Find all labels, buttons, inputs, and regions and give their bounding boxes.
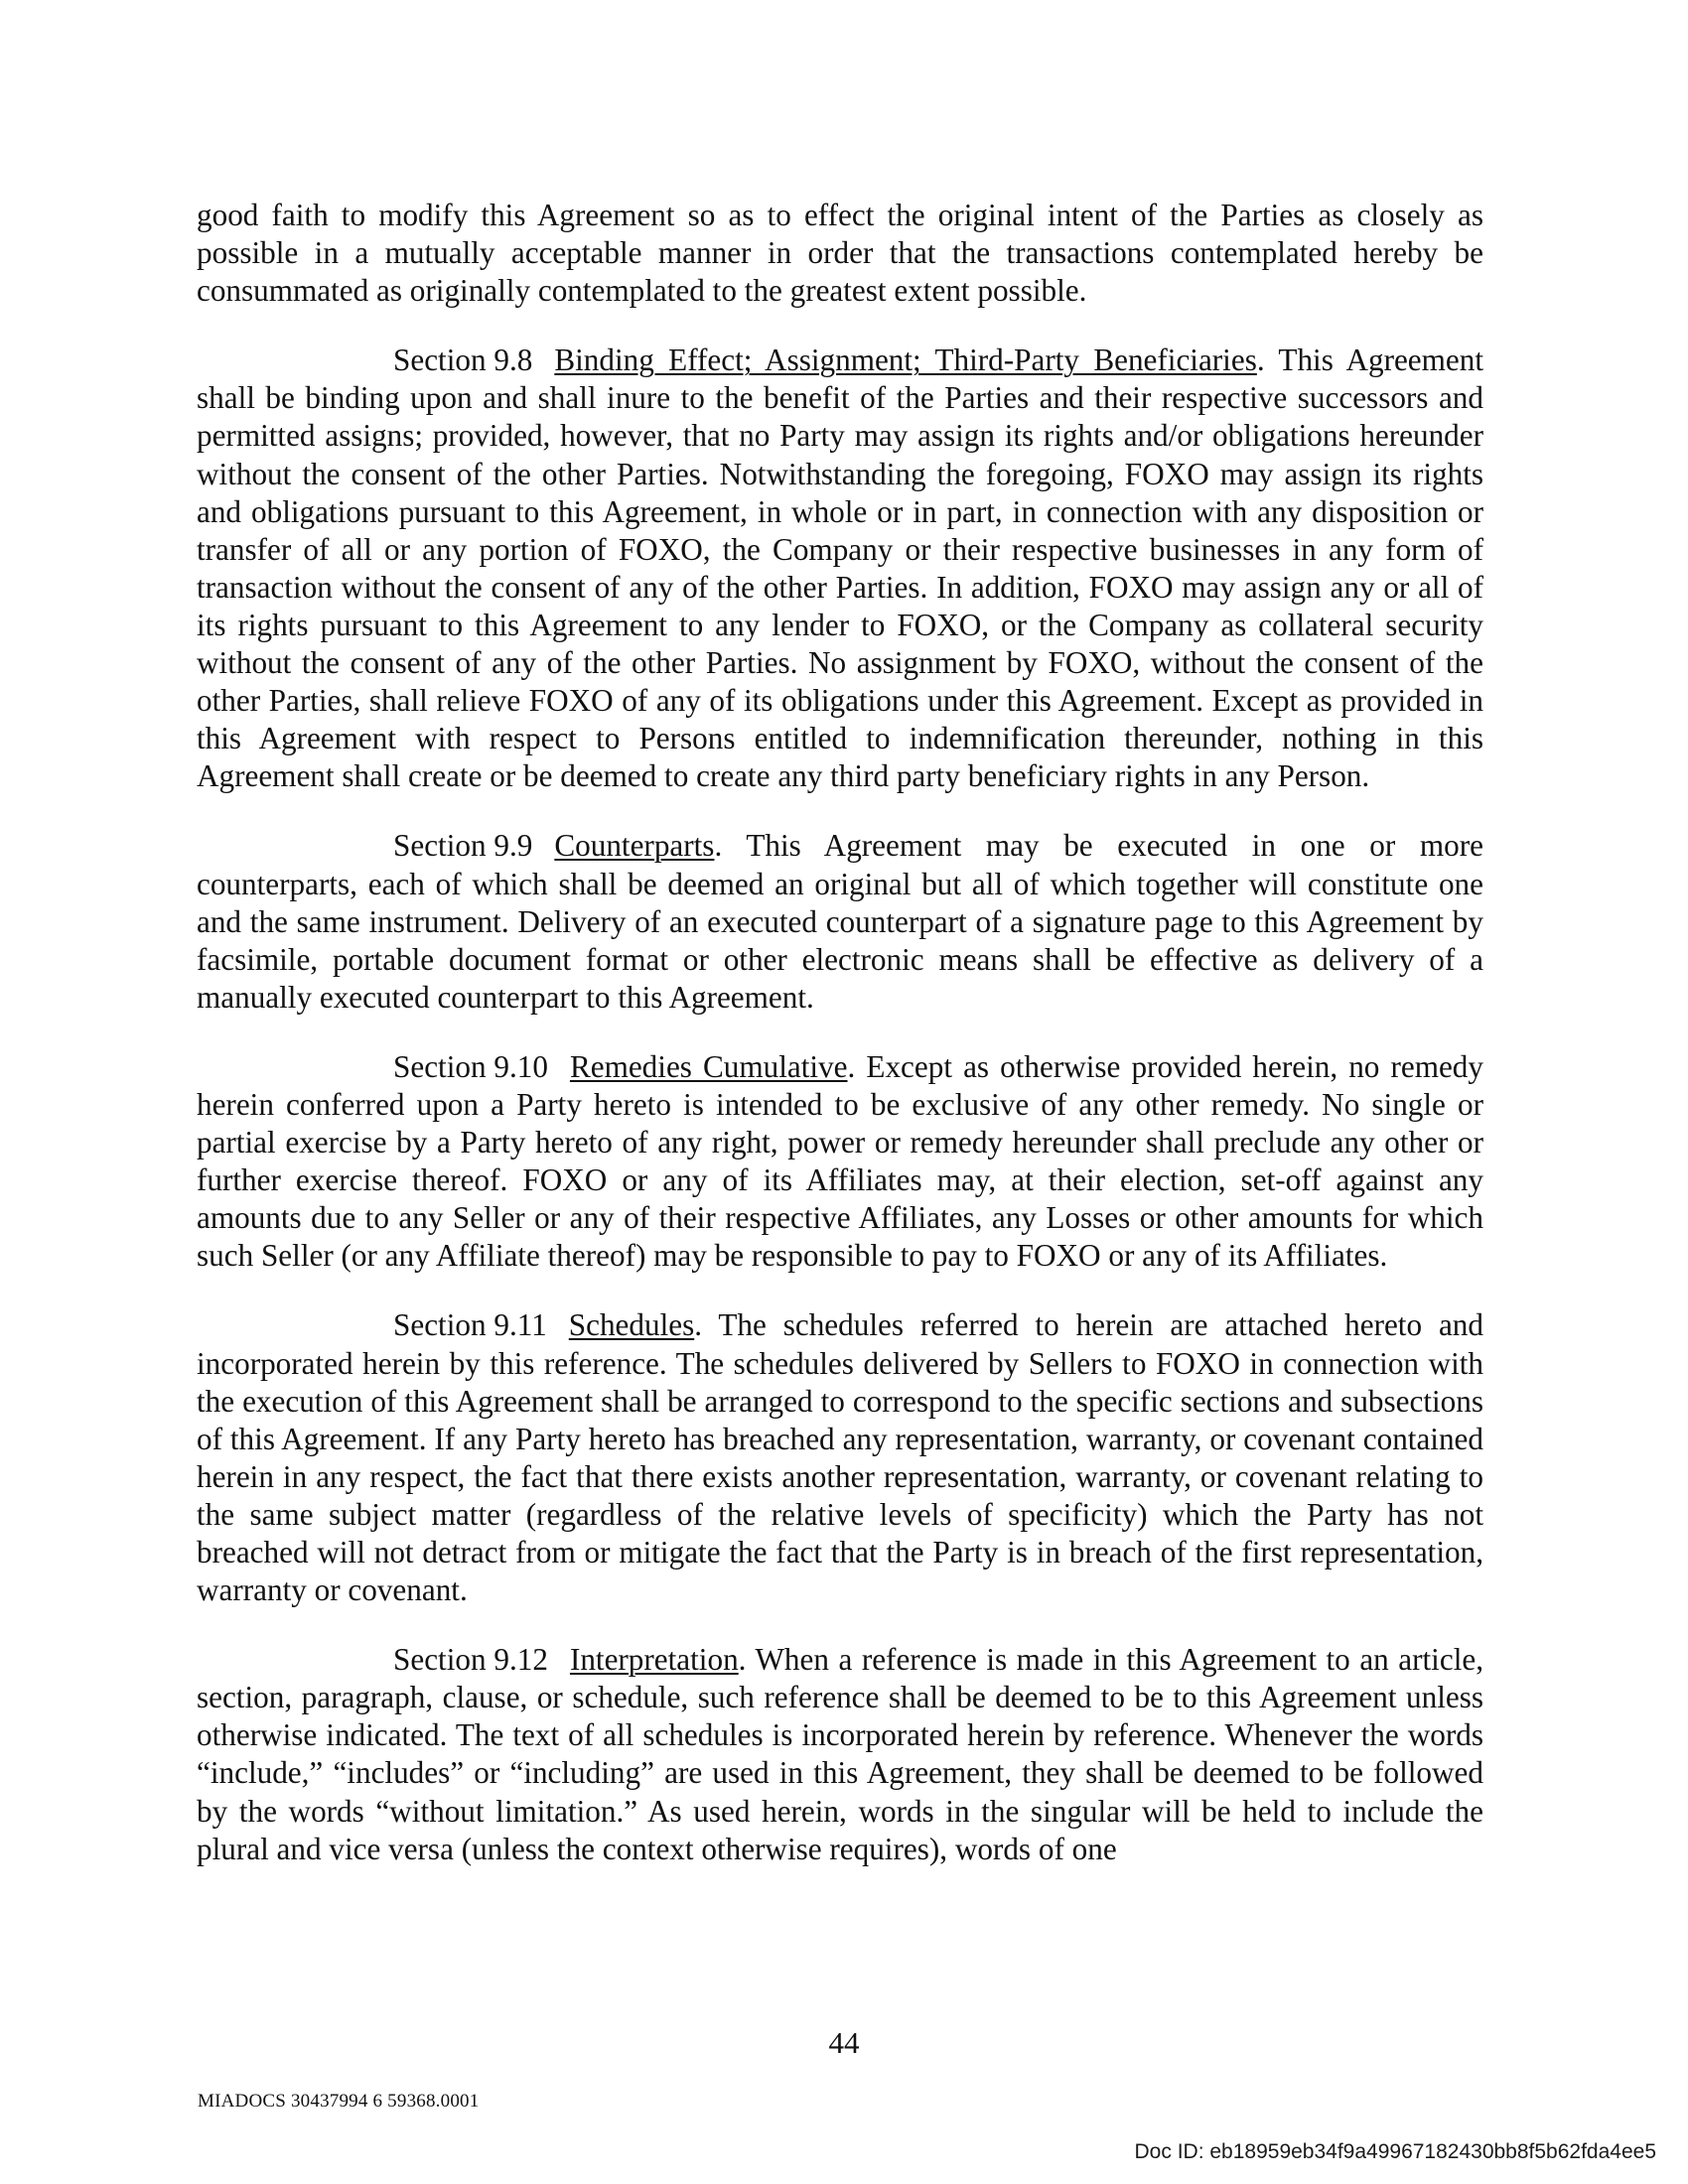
section-title: Interpretation [569,1642,739,1678]
section-number: Section 9.11 [393,1307,547,1343]
section-title: Counterparts [554,828,715,864]
section-9-12 [197,1641,1483,1868]
section-number: Section 9.12 [393,1642,548,1678]
section-body: . The schedules referred to herein are attached hereto and incorporated herein by this reference. The schedules delivered by Sellers to FOXO in connection with the execution of this Agreement shall be arranged to correspond to the specific sections and subsections of this Agreement. If any Party hereto has breached any representation, warranty, or covenant contained herein in any respect, the fact that there exists another representation, warranty, or covenant relating to the same subject matter (regardless of the relative levels of specificity) which the Party has not breached will not detract from or mitigate the fact that the Party is in breach of the first representation, warranty or covenant. [197,1307,1483,1608]
section-number: Section 9.8 [393,342,533,378]
section-number: Section 9.10 [393,1048,548,1084]
section-body: . This Agreement may be executed in one or more counterparts, each of which shall be deemed an original but all of which together will constitute one and the same instrument. Delivery of an executed counterpart of a signature page to this Agreement by facsimile, portable document format or other electronic means shall be effective as delivery of a manually executed counterpart to this Agreement. [197,828,1483,1015]
section-9-9 [197,827,1483,1016]
section-body: . Except as otherwise provided herein, no remedy herein conferred upon a Party hereto is intended to be exclusive of any other remedy. No single or partial exercise by a Party hereto of any right, power or remedy hereunder shall preclude any other or further exercise thereof. FOXO or any of its Affiliates may, at their election, set-off against any amounts due to any Seller or any of their respective Affiliates, any Losses or other amounts for which such Seller (or any Affiliate thereof) may be responsible to pay to FOXO or any of its Affiliates. [197,1048,1483,1274]
doc-id-stamp: Doc ID: eb18959eb34f9a49967182430bb8f5b62fda4ee5 [1134,2140,1656,2163]
intro-paragraph: good faith to modify this Agreement so as to effect the original intent of the Parties as closely as possible in a mutually acceptable manner in order that the transactions contemplated hereby be consummated as originally contemplated to the greatest extent possible. [197,198,1483,309]
section-body: . When a reference is made in this Agreement to an article, section, paragraph, clause, or schedule, such reference shall be deemed to be to this Agreement unless otherwise indicated. The text of all schedules is incorporated herein by reference. Whenever the words “include,” “includes” or “including” are used in this Agreement, they shall be deemed to be followed by the words “without limitation.” As used herein, words in the singular will be held to include the plural and vice versa (unless the context otherwise requires), words of one [197,1642,1483,1866]
section-9-11 [197,1306,1483,1609]
section-number: Section 9.9 [393,828,533,864]
section-9-10 [197,1048,1483,1276]
section-9-8 [197,341,1483,795]
document-body [197,197,1483,1900]
section-title: Schedules [568,1307,695,1343]
page-number: 44 [828,2025,860,2060]
section-title: Remedies Cumulative [569,1048,848,1084]
document-reference: MIADOCS 30437994 6 59368.0001 [198,2091,480,2112]
section-title: Binding Effect; Assignment; Third-Party Beneficiaries [554,342,1257,378]
section-body: . This Agreement shall be binding upon and shall inure to the benefit of the Parties and their respective successors and permitted assigns; provided, however, that no Party may assign its rights and/or obligations hereunder without the consent of the other Parties. Notwithstanding the foregoing, FOXO may assign its rights and obligations pursuant to this Agreement, in whole or in part, in connection with any disposition or transfer of all or any portion of FOXO, the Company or their respective businesses in any form of transaction without the consent of any of the other Parties. In addition, FOXO may assign any or all of its rights pursuant to this Agreement to any lender to FOXO, or the Company as collateral security without the consent of any of the other Parties. No assignment by FOXO, without the consent of the other Parties, shall relieve FOXO of any of its obligations under this Agreement. Except as provided in this Agreement with respect to Persons entitled to indemnification thereunder, nothing in this Agreement shall create or be deemed to create any third party beneficiary rights in any Person. [197,342,1483,794]
